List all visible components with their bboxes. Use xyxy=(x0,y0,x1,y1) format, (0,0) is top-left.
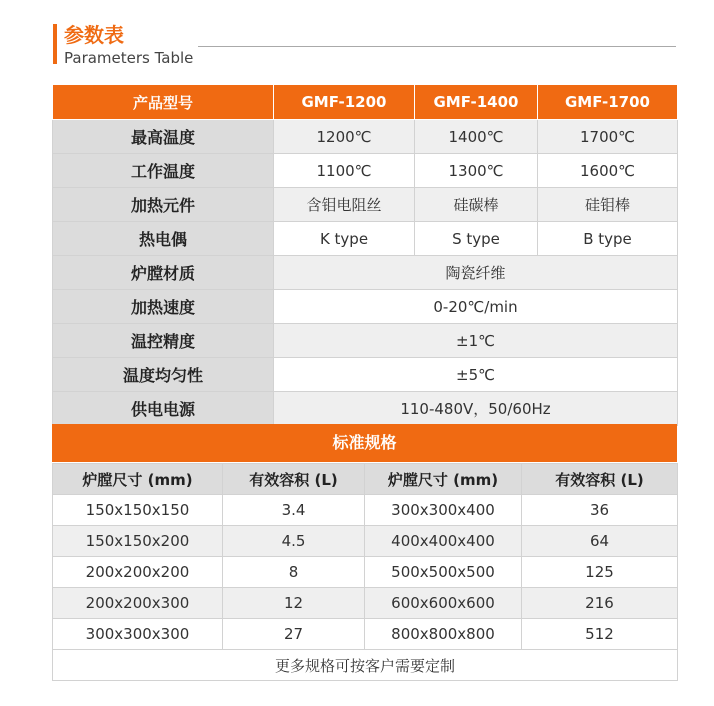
title-divider xyxy=(198,46,676,47)
cell-value: 512 xyxy=(522,619,678,650)
table-row xyxy=(53,188,678,222)
cell-value: 64 xyxy=(522,526,678,557)
spec-table xyxy=(52,463,678,681)
cell-value: 400x400x400 xyxy=(365,526,522,557)
cell-value: 12 xyxy=(223,588,365,619)
cell-value: 800x800x800 xyxy=(365,619,522,650)
table-row xyxy=(53,495,678,526)
row-label: 炉膛材质 xyxy=(53,256,274,290)
row-label: 加热速度 xyxy=(53,290,274,324)
cell-value: 3.4 xyxy=(223,495,365,526)
cell-value: S type xyxy=(415,222,538,256)
cell-value: 150x150x200 xyxy=(53,526,223,557)
row-label: 温度均匀性 xyxy=(53,358,274,392)
cell-value: 200x200x200 xyxy=(53,557,223,588)
table-row xyxy=(53,290,678,324)
header-cell: 产品型号 xyxy=(53,85,274,120)
cell-value: 200x200x300 xyxy=(53,588,223,619)
table-row xyxy=(53,222,678,256)
row-label: 加热元件 xyxy=(53,188,274,222)
header-cell: 炉膛尺寸 (mm) xyxy=(365,464,522,495)
cell-value: 4.5 xyxy=(223,526,365,557)
table-row xyxy=(53,392,678,426)
table-row xyxy=(53,619,678,650)
cell-value: 500x500x500 xyxy=(365,557,522,588)
cell-value: 1700℃ xyxy=(538,120,678,154)
header-cell: GMF-1200 xyxy=(274,85,415,120)
cell-value: 硅钼棒 xyxy=(538,188,678,222)
spec-note: 更多规格可按客户需要定制 xyxy=(53,650,678,681)
page-title: 参数表 xyxy=(64,23,124,47)
cell-value: 陶瓷纤维 xyxy=(274,256,678,290)
table-row xyxy=(53,557,678,588)
page-subtitle: Parameters Table xyxy=(64,49,194,67)
header-cell: 炉膛尺寸 (mm) xyxy=(53,464,223,495)
cell-value: 125 xyxy=(522,557,678,588)
cell-value: 36 xyxy=(522,495,678,526)
cell-value: 硅碳棒 xyxy=(415,188,538,222)
row-label: 温控精度 xyxy=(53,324,274,358)
cell-value: 1200℃ xyxy=(274,120,415,154)
header-cell: GMF-1700 xyxy=(538,85,678,120)
row-label: 热电偶 xyxy=(53,222,274,256)
cell-value: 150x150x150 xyxy=(53,495,223,526)
cell-value: 27 xyxy=(223,619,365,650)
header-cell: 有效容积 (L) xyxy=(223,464,365,495)
cell-value: 含钼电阻丝 xyxy=(274,188,415,222)
cell-value: 600x600x600 xyxy=(365,588,522,619)
table-row xyxy=(53,324,678,358)
cell-value: ±5℃ xyxy=(274,358,678,392)
cell-value: 1300℃ xyxy=(415,154,538,188)
table-row xyxy=(53,358,678,392)
table-row xyxy=(53,526,678,557)
cell-value: 216 xyxy=(522,588,678,619)
parameters-table xyxy=(52,84,678,426)
cell-value: 8 xyxy=(223,557,365,588)
parameters-header-row xyxy=(53,85,678,120)
row-label: 供电电源 xyxy=(53,392,274,426)
cell-value: 300x300x300 xyxy=(53,619,223,650)
table-row xyxy=(53,256,678,290)
cell-value: 110-480V，50/60Hz xyxy=(274,392,678,426)
table-row xyxy=(53,588,678,619)
note-row xyxy=(53,650,678,681)
cell-value: K type xyxy=(274,222,415,256)
spec-section-title: 标准规格 xyxy=(52,424,677,462)
cell-value: 1400℃ xyxy=(415,120,538,154)
table-row xyxy=(53,120,678,154)
row-label: 工作温度 xyxy=(53,154,274,188)
cell-value: 300x300x400 xyxy=(365,495,522,526)
header-cell: GMF-1400 xyxy=(415,85,538,120)
cell-value: 1600℃ xyxy=(538,154,678,188)
row-label: 最高温度 xyxy=(53,120,274,154)
cell-value: B type xyxy=(538,222,678,256)
title-accent-bar xyxy=(53,24,57,64)
header-cell: 有效容积 (L) xyxy=(522,464,678,495)
cell-value: 1100℃ xyxy=(274,154,415,188)
table-row xyxy=(53,154,678,188)
cell-value: ±1℃ xyxy=(274,324,678,358)
spec-header-row xyxy=(53,464,678,495)
cell-value: 0-20℃/min xyxy=(274,290,678,324)
